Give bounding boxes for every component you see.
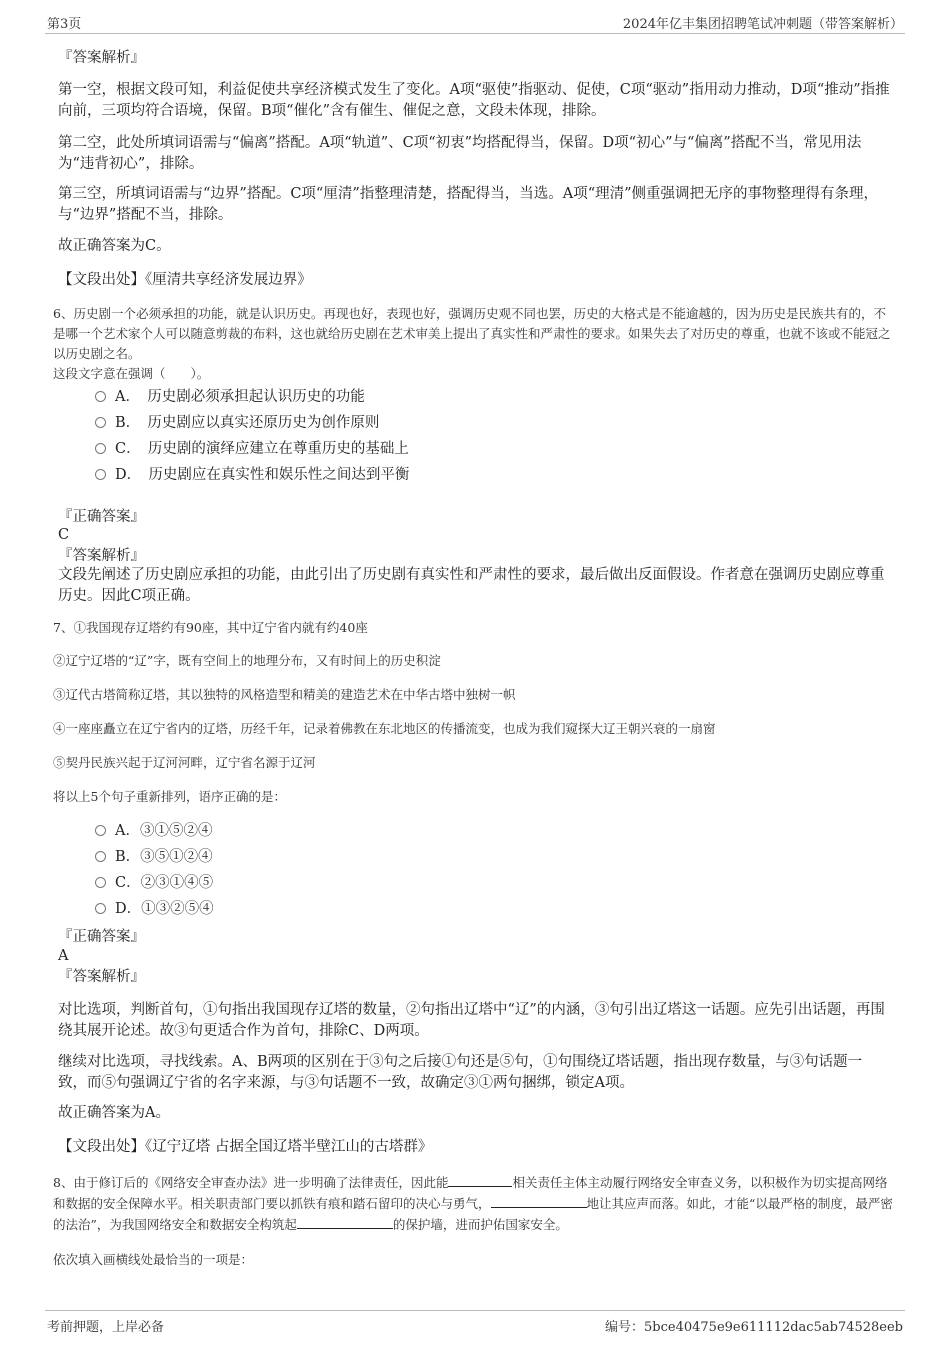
document-code: 编号：5bce40475e9e611112dac5ab74528eeb [605,1320,903,1335]
radio-icon[interactable] [95,903,106,914]
q5-conclusion: 故正确答案为C。 [58,238,171,254]
q7-answer: A [58,948,69,964]
q7-sentence-5: ⑤契丹民族兴起于辽河河畔，辽宁省名源于辽河 [53,755,316,770]
q7-analysis-label: 『答案解析』 [58,969,145,985]
q7-option-a[interactable]: A．③①⑤②④ [95,821,212,841]
q7-sentence-3: ③辽代古塔简称辽塔，其以独特的风格造型和精美的建造艺术在中华古塔中独树一帜 [53,687,516,702]
q8-stem: 8、由于修订后的《网络安全审查办法》进一步明确了法律责任，因此能 相关责任主体主动履行网络安全审查义务，以积极作为切实提高网络和数据的安全保障水平。相关职责部门要以抓铁有痕和踏石留印的决心与勇气， 地让其应声而落。如此，才能“以最严格的制度，最严密的法治”，为我国网络安全和数据安全构筑起 的保护墙，进而护佑国家安全。 [53,1172,895,1235]
q7-sentence-4: ④一座座矗立在辽宁省内的辽塔，历经千年，记录着佛教在东北地区的传播流变，也成为我们窥探大辽王朝兴衰的一扇窗 [53,721,716,736]
q6-option-c[interactable]: C． 历史剧的演绎应建立在尊重历史的基础上 [95,439,409,459]
q8-question: 依次填入画横线处最恰当的一项是： [53,1252,254,1267]
q6-question: 这段文字意在强调（ ）。 [53,366,210,381]
q7-source: 【文段出处】《辽宁辽塔 占据全国辽塔半壁江山的古塔群》 [58,1139,433,1155]
radio-icon[interactable] [95,469,106,480]
blank-1[interactable] [448,1172,512,1187]
q6-stem: 6、历史剧一个必须承担的功能，就是认识历史。再现也好，表现也好，强调历史观不同也罢，历史的大格式是不能逾越的，因为历史是民族共有的，不是哪一个艺术家个人可以随意剪裁的布料，这也就给历史剧在艺术审美上提出了真实性和严肃性的要求。如果失去了对历史的尊重，也就不该或不能冠之以历史剧之名。 [53,306,891,361]
blank-3[interactable] [297,1214,393,1229]
radio-icon[interactable] [95,825,106,836]
page-number: 第3页 [47,17,82,32]
q6-answer-label: 『正确答案』 [58,509,145,525]
q7-sentence-2: ②辽宁辽塔的“辽”字，既有空间上的地理分布，又有时间上的历史积淀 [53,653,441,668]
q6-analysis-label: 『答案解析』 [58,548,145,564]
radio-icon[interactable] [95,391,106,402]
footer-slogan: 考前押题，上岸必备 [47,1320,165,1335]
document-title: 2024年亿丰集团招聘笔试冲刺题（带答案解析） [622,17,903,32]
q7-sentence-1: 7、①我国现存辽塔约有90座，其中辽宁省内就有约40座 [53,620,368,635]
q5-source: 【文段出处】《厘清共享经济发展边界》 [58,272,312,288]
q7-conclusion: 故正确答案为A。 [58,1105,170,1121]
q7-analysis-p2: 继续对比选项，寻找线索。A、B两项的区别在于③句之后接①句还是⑤句，①句围绕辽塔话题，指出现存数量，与③句话题一致，而⑤句强调辽宁省的名字来源，与③句话题不一致，故确定③①两句捆绑，锁定A项。 [58,1054,863,1091]
q7-question: 将以上5个句子重新排列，语序正确的是： [53,789,286,804]
q7-answer-label: 『正确答案』 [58,929,145,945]
radio-icon[interactable] [95,417,106,428]
q7-analysis-p1: 对比选项，判断首句，①句指出我国现存辽塔的数量，②句指出辽塔中“辽”的内涵，③句引出辽塔这一话题。应先引出话题，再围绕其展开论述。故③句更适合作为首句，排除C、D两项。 [58,1002,885,1039]
q5-analysis-label: 『答案解析』 [58,50,145,66]
q6-option-d[interactable]: D． 历史剧应在真实性和娱乐性之间达到平衡 [95,465,409,485]
q5-analysis-p2: 第二空，此处所填词语需与“偏离”搭配。A项“轨道”、C项“初衷”均搭配得当，保留。D项“初心”与“偏离”搭配不当，常见用法为“违背初心”，排除。 [58,135,862,172]
q5-analysis-p1: 第一空，根据文段可知，利益促使共享经济模式发生了变化。A项“驱使”指驱动、促使，C项“驱动”指用动力推动，D项“推动”指推向前，三项均符合语境，保留。B项“催化”含有催生、催促之意，文段未体现，排除。 [58,82,890,119]
q6-option-a[interactable]: A． 历史剧必须承担起认识历史的功能 [95,387,365,407]
page-footer [45,1310,905,1340]
q6-option-b[interactable]: B． 历史剧应以真实还原历史为创作原则 [95,413,379,433]
q6-answer: C [58,527,70,543]
q5-analysis-p3: 第三空，所填词语需与“边界”搭配。C项“厘清”指整理清楚，搭配得当，当选。A项“理清”侧重强调把无序的事物整理得有条理，与“边界”搭配不当，排除。 [58,186,879,223]
q6-analysis: 文段先阐述了历史剧应承担的功能，由此引出了历史剧有真实性和严肃性的要求，最后做出反面假设。作者意在强调历史剧应尊重历史。因此C项正确。 [58,567,885,604]
q7-option-c[interactable]: C．②③①④⑤ [95,873,213,893]
q7-option-b[interactable]: B．③⑤①②④ [95,847,213,867]
blank-2[interactable] [491,1193,587,1208]
radio-icon[interactable] [95,877,106,888]
radio-icon[interactable] [95,851,106,862]
q7-option-d[interactable]: D．①③②⑤④ [95,899,214,919]
page-header [45,13,905,34]
radio-icon[interactable] [95,443,106,454]
